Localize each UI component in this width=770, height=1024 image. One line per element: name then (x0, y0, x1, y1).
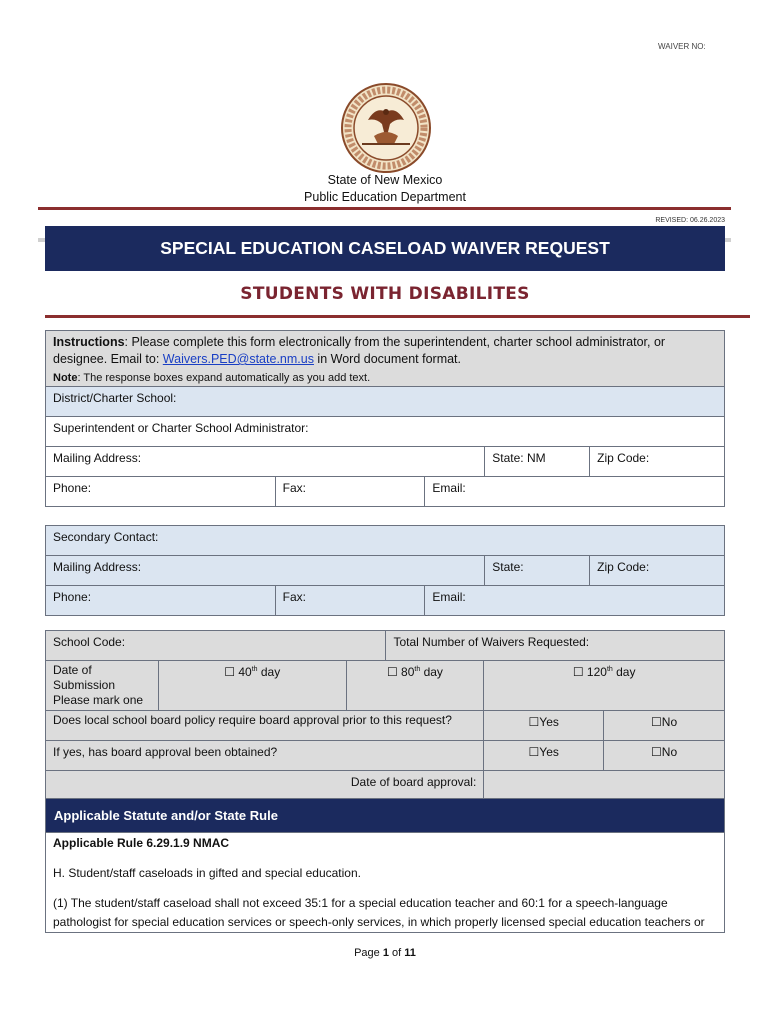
phone-field[interactable] (46, 477, 276, 507)
secondary-mailing-label: Mailing Address: (53, 560, 142, 574)
rule-paragraph-1: (1) The student/staff caseload shall not exceed 35:1 for a special education teacher and 60:1 for a speech-language pathologist for special education services or speech-only services, in which properly licensed special education teachers or (53, 896, 705, 929)
approval-date-field[interactable] (484, 771, 725, 801)
day80-word: day (420, 665, 443, 679)
form-subtitle: STUDENTS WITH DISABILITES (240, 284, 530, 304)
fax-label: Fax: (282, 481, 306, 495)
day40-suffix: th (251, 666, 258, 673)
district-label: District/Charter School: (53, 391, 177, 405)
secondary-fax-label: Fax: (282, 590, 306, 604)
approval-yes-label: ☐Yes (528, 745, 559, 759)
approval-no-option[interactable] (604, 741, 725, 771)
waiver-number-label: WAIVER NO: (658, 42, 706, 51)
day40-checkbox[interactable]: ☐ (224, 665, 235, 679)
secondary-phone-label: Phone: (53, 590, 92, 604)
of-word: of (388, 947, 405, 959)
policy-no-option[interactable] (604, 711, 725, 741)
policy-question-label: Does local school board policy require board approval prior to this request? (53, 713, 452, 727)
day40-word: day (257, 665, 281, 679)
contact-table (45, 330, 725, 507)
page-footer (0, 947, 770, 959)
statute-table (45, 798, 725, 933)
secondary-email-field[interactable] (425, 586, 725, 616)
header-divider (38, 207, 731, 210)
zip-label: Zip Code: (597, 451, 650, 465)
approval-no-label: ☐No (651, 745, 678, 759)
day40-option[interactable] (158, 661, 346, 711)
secondary-phone-field[interactable] (46, 586, 276, 616)
page-total: 11 (404, 947, 416, 959)
approval-yes-option[interactable] (484, 741, 604, 771)
page-number: 1 (382, 947, 389, 959)
school-code-label: School Code: (53, 635, 126, 649)
approval-date-label-cell (46, 771, 484, 801)
secondary-zip-field[interactable] (590, 556, 725, 586)
superintendent-field[interactable] (46, 417, 725, 447)
policy-yes-label: ☐Yes (528, 715, 559, 729)
day120-word: day (612, 665, 636, 679)
approval-question (46, 741, 484, 771)
approval-date-label: Date of board approval: (350, 775, 477, 789)
day120-checkbox[interactable]: ☐ (572, 665, 584, 679)
policy-question (46, 711, 484, 741)
secondary-state-field[interactable] (485, 556, 590, 586)
secondary-mailing-field[interactable] (46, 556, 485, 586)
total-waivers-field[interactable] (386, 631, 725, 661)
secondary-contact-field[interactable] (46, 526, 725, 556)
state-field[interactable] (485, 447, 590, 477)
school-code-field[interactable] (46, 631, 386, 661)
mailing-label: Mailing Address: (53, 451, 142, 465)
department-name: Public Education Department (304, 190, 466, 204)
instructions-label: Instructions (53, 335, 125, 349)
secondary-email-label: Email: (432, 590, 466, 604)
fax-field[interactable] (275, 477, 425, 507)
day40-number: 40 (238, 665, 252, 679)
revised-date: REVISED: 06.26.2023 (655, 217, 725, 224)
instructions-cell (46, 331, 725, 387)
state-seal-logo (340, 82, 432, 174)
date-submission-label: Date of Submission (53, 663, 116, 692)
agency-heading (0, 172, 770, 206)
state-label: State: NM (492, 451, 546, 465)
superintendent-label: Superintendent or Charter School Administrator: (53, 421, 309, 435)
secondary-fax-field[interactable] (275, 586, 425, 616)
total-waivers-label: Total Number of Waivers Requested: (393, 635, 590, 649)
subtitle-divider (45, 315, 750, 318)
secondary-contact-table (45, 525, 725, 616)
email-field[interactable] (425, 477, 725, 507)
instructions-text (53, 334, 717, 368)
waiver-details-table (45, 630, 725, 801)
policy-yes-option[interactable] (484, 711, 604, 741)
secondary-state-label: State: (492, 560, 524, 574)
instructions-format: in Word document format. (313, 352, 462, 366)
day80-checkbox[interactable]: ☐ (386, 665, 398, 679)
secondary-contact-label: Secondary Contact: (53, 530, 159, 544)
phone-label: Phone: (53, 481, 92, 495)
instructions-row (46, 331, 725, 387)
statute-body (46, 833, 725, 933)
email-link[interactable]: Waivers.PED@state.nm.us (162, 352, 314, 366)
form-title: SPECIAL EDUCATION CASELOAD WAIVER REQUEST (45, 226, 725, 271)
day120-number: 120 (586, 665, 607, 679)
statute-heading: Applicable Statute and/or State Rule (46, 799, 725, 833)
day80-number: 80 (401, 665, 415, 679)
secondary-zip-label: Zip Code: (597, 560, 650, 574)
rule-h-line: H. Student/staff caseloads in gifted and special education. (53, 866, 361, 880)
mailing-address-field[interactable] (46, 447, 485, 477)
page-word: Page (354, 947, 383, 959)
policy-no-label: ☐No (651, 715, 678, 729)
day120-suffix: th (606, 666, 613, 673)
day80-suffix: th (414, 666, 421, 673)
email-label: Email: (432, 481, 466, 495)
rule-reference: Applicable Rule 6.29.1.9 NMAC (53, 836, 230, 850)
approval-question-label: If yes, has board approval been obtained? (53, 745, 278, 759)
state-name: State of New Mexico (327, 173, 443, 187)
note-text (53, 372, 717, 384)
note-label: Note (53, 372, 78, 384)
day80-option[interactable] (346, 661, 484, 711)
zip-field[interactable] (590, 447, 725, 477)
day120-option[interactable] (484, 661, 725, 711)
date-submission-cell (46, 661, 159, 711)
district-field[interactable] (46, 387, 725, 417)
please-mark-label: Please mark one (53, 693, 144, 707)
note-body: : The response boxes expand automatically as you add text. (77, 372, 371, 384)
instructions-body: : Please complete this form electronically from the superintendent, charter school administrator, or designee. Email to: (53, 335, 666, 366)
